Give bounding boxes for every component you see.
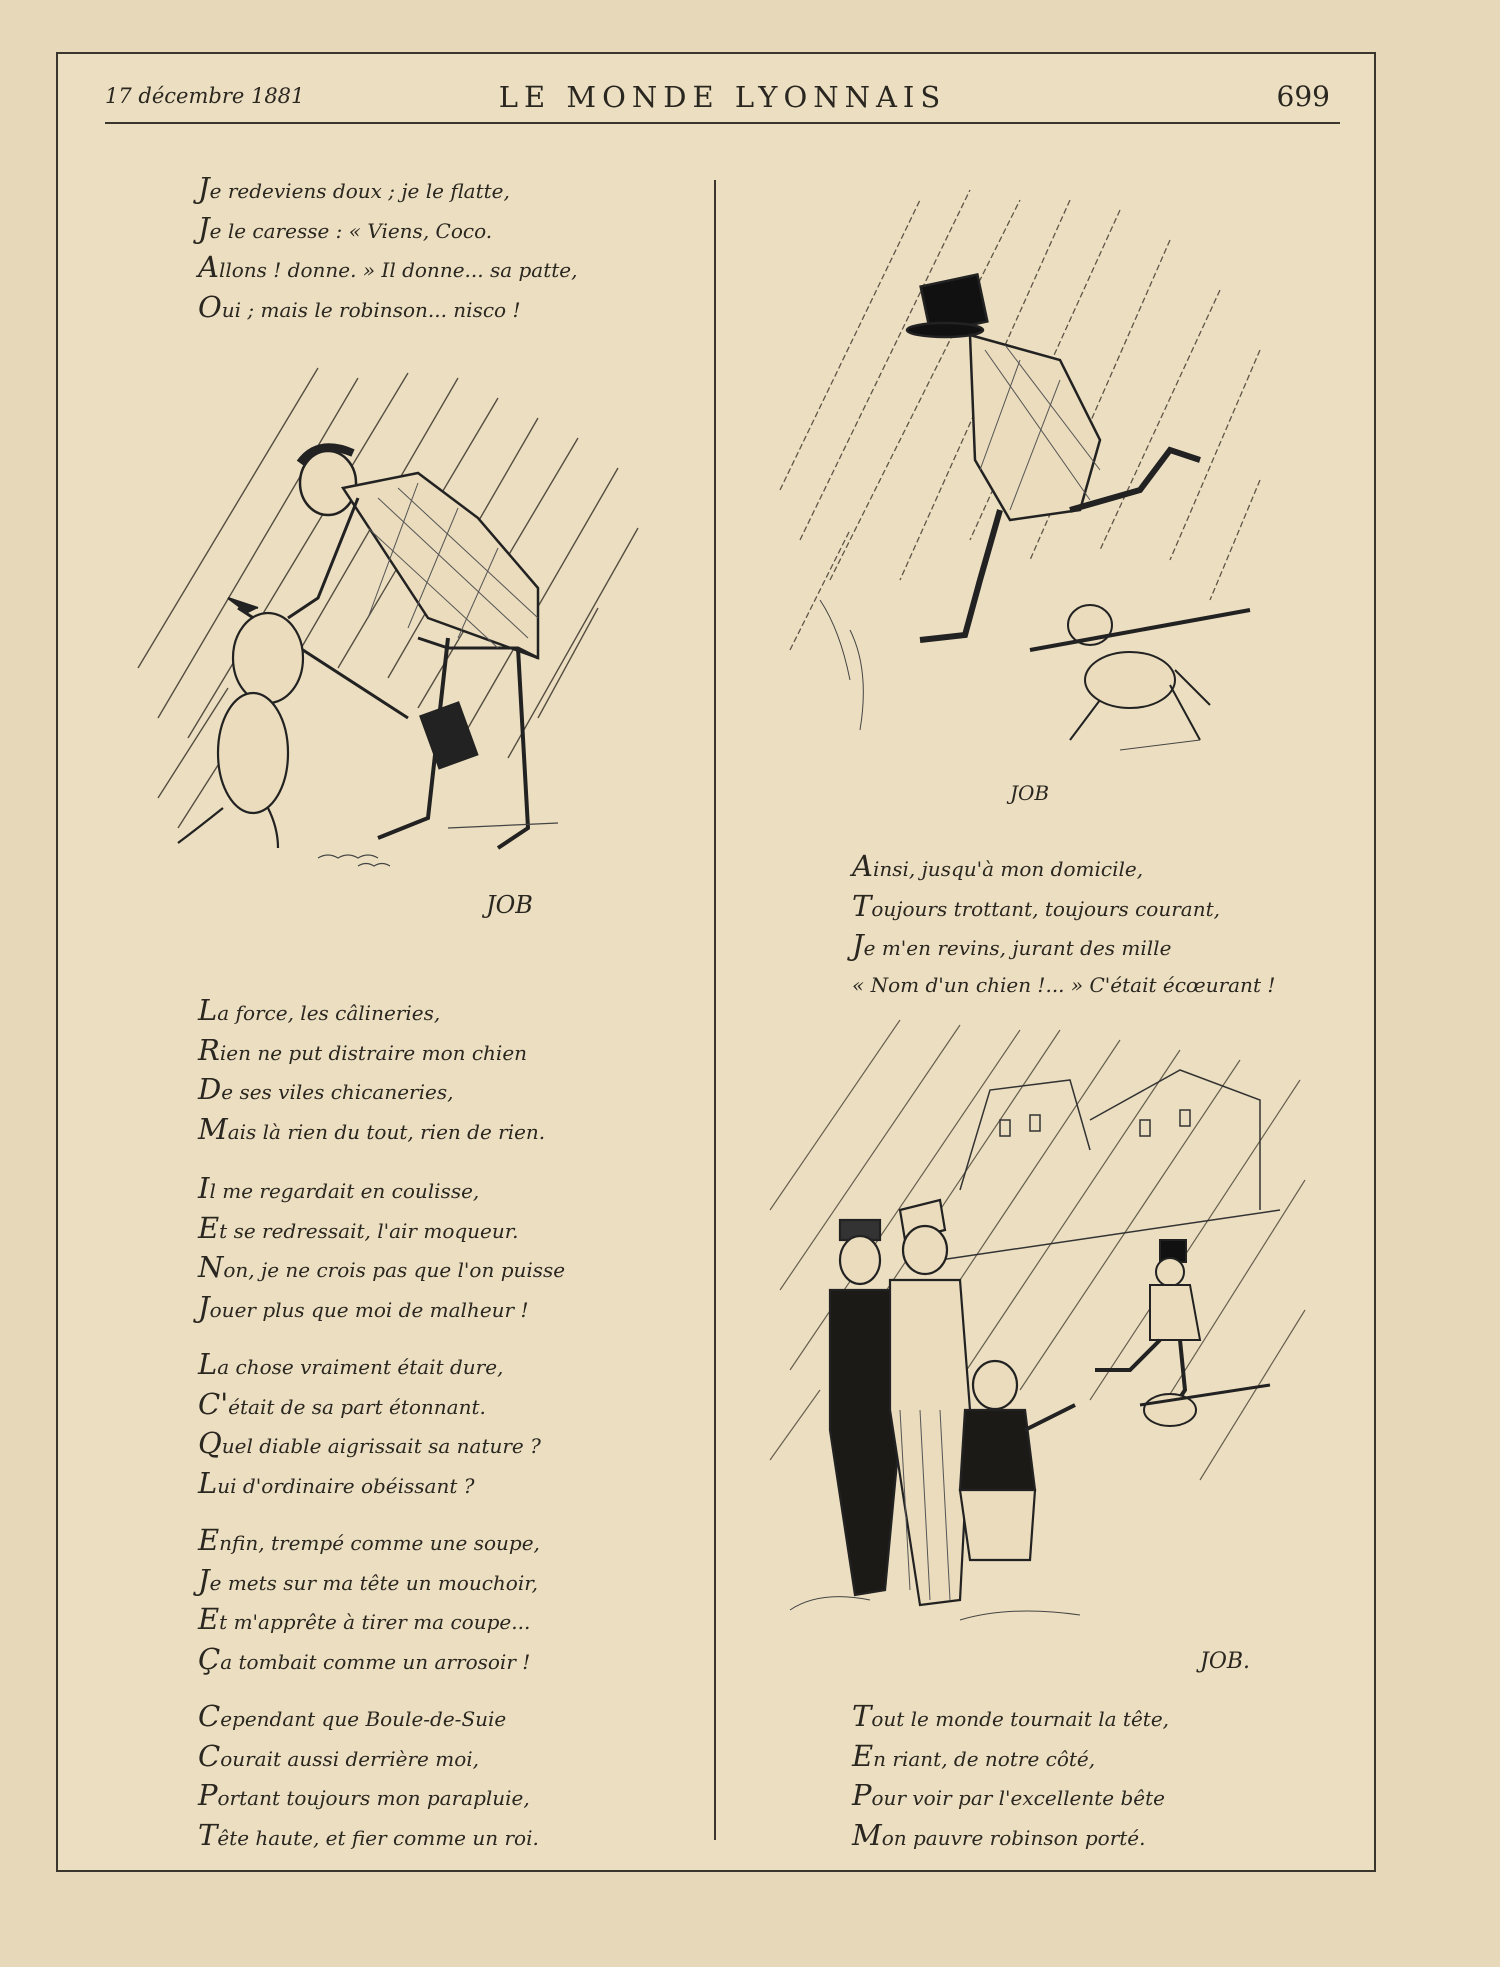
verse-line: Courait aussi derrière moi, bbox=[198, 1738, 479, 1773]
illustration-man-running bbox=[770, 180, 1290, 820]
verse-line: Ça tombait comme un arrosoir ! bbox=[198, 1641, 531, 1676]
verse-line: Enfin, trempé comme une soupe, bbox=[198, 1523, 540, 1557]
page-number: 699 bbox=[1276, 80, 1330, 113]
issue-date: 17 décembre 1881 bbox=[105, 84, 305, 108]
verse-line: Je mets sur ma tête un mouchoir, bbox=[198, 1562, 538, 1597]
verse-line: Toujours trottant, toujours courant, bbox=[852, 888, 1220, 923]
illustration-man-and-dog bbox=[118, 358, 678, 958]
verse-line: Il me regardait en coulisse, bbox=[198, 1171, 480, 1205]
illustration-signature: JOB. bbox=[1200, 1649, 1251, 1674]
verse-line: Tout le monde tournait la tête, bbox=[852, 1699, 1170, 1733]
illustration-street-crowd bbox=[760, 1010, 1320, 1690]
verse-line: C'était de sa part étonnant. bbox=[198, 1386, 486, 1421]
verse-line: Non, je ne crois pas que l'on puisse bbox=[198, 1250, 566, 1284]
left-stanza-1 bbox=[198, 170, 578, 328]
verse-line: De ses viles chicaneries, bbox=[198, 1072, 454, 1106]
verse-line: Allons ! donne. » Il donne... sa patte, bbox=[198, 250, 578, 284]
verse-line: La chose vraiment était dure, bbox=[198, 1347, 504, 1381]
verse-line: Et m'apprête à tirer ma coupe... bbox=[198, 1602, 531, 1636]
verse-line: « Nom d'un chien !... » C'était écœurant ! bbox=[852, 972, 1276, 997]
journal-title: LE MONDE LYONNAIS bbox=[498, 80, 947, 114]
verse-line: Rien ne put distraire mon chien bbox=[198, 1032, 528, 1067]
left-stanza-4 bbox=[198, 1346, 541, 1504]
left-stanza-3 bbox=[198, 1170, 565, 1328]
verse-line: Portant toujours mon parapluie, bbox=[198, 1778, 530, 1812]
verse-line: Tête haute, et fier comme un roi. bbox=[198, 1817, 539, 1852]
verse-line: Mon pauvre robinson porté. bbox=[852, 1817, 1146, 1852]
illustration-signature: JOB bbox=[1010, 781, 1050, 805]
verse-line: Je redeviens doux ; je le flatte, bbox=[198, 171, 510, 205]
column-divider bbox=[714, 180, 716, 1840]
verse-line: Et se redressait, l'air moqueur. bbox=[198, 1210, 519, 1245]
verse-line: La force, les câlineries, bbox=[198, 993, 441, 1027]
verse-line: Je m'en revins, jurant des mille bbox=[852, 928, 1172, 962]
right-stanza-1 bbox=[852, 848, 1275, 1003]
left-stanza-5 bbox=[198, 1522, 540, 1680]
verse-line: Je le caresse : « Viens, Coco. bbox=[198, 210, 493, 245]
verse-line: Mais là rien du tout, rien de rien. bbox=[198, 1111, 546, 1146]
verse-line: Oui ; mais le robinson... nisco ! bbox=[198, 289, 521, 324]
verse-line: Cependant que Boule-de-Suie bbox=[198, 1699, 507, 1733]
page-header bbox=[105, 78, 1340, 124]
verse-line: Lui d'ordinaire obéissant ? bbox=[198, 1465, 475, 1500]
right-stanza-2 bbox=[852, 1698, 1169, 1856]
illustration-signature: JOB bbox=[486, 891, 533, 919]
left-stanza-6 bbox=[198, 1698, 539, 1856]
verse-line: Ainsi, jusqu'à mon domicile, bbox=[852, 849, 1144, 883]
verse-line: En riant, de notre côté, bbox=[852, 1738, 1096, 1773]
left-stanza-2 bbox=[198, 992, 545, 1150]
verse-line: Pour voir par l'excellente bête bbox=[852, 1778, 1165, 1812]
verse-line: Jouer plus que moi de malheur ! bbox=[198, 1289, 529, 1324]
verse-line: Quel diable aigrissait sa nature ? bbox=[198, 1426, 541, 1460]
